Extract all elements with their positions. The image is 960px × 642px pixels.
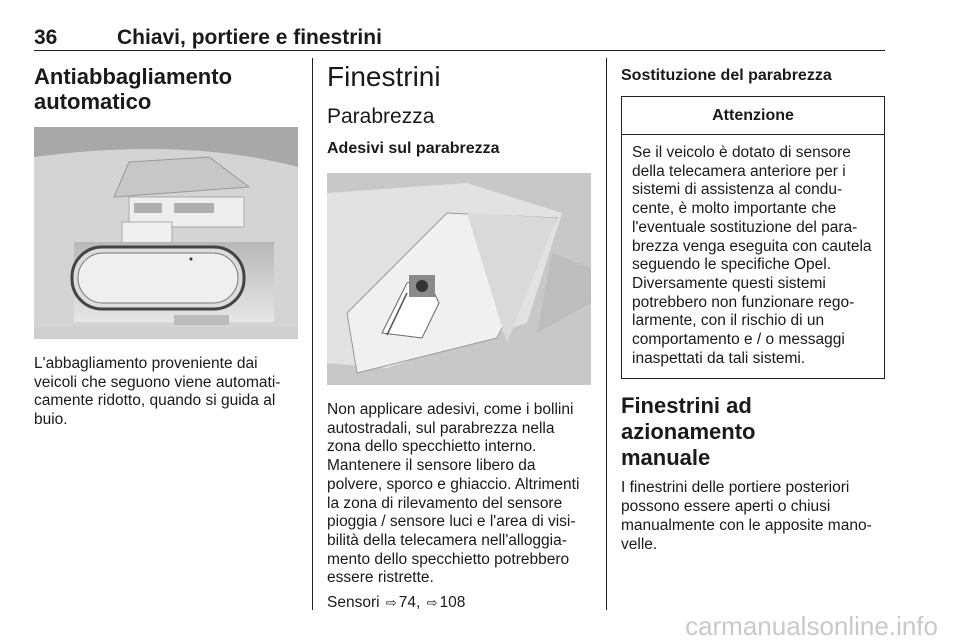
windshield-figure <box>327 173 591 385</box>
mirror-illustration <box>34 127 298 339</box>
arrow-reference-icon[interactable]: ⇨ <box>426 595 438 611</box>
section-title-line1: Antiabbagliamento <box>34 64 233 89</box>
section-title: Sostituzione del parabrezza <box>621 67 832 84</box>
chapter-title: Chiavi, portiere e finestrini <box>117 26 382 49</box>
warning-title: Attenzione <box>622 97 884 135</box>
subsubsection-title: Adesivi sul parabrezza <box>327 140 500 157</box>
mirror-figure <box>34 127 298 339</box>
page-header <box>34 26 885 51</box>
body-text: I finestrini delle portiere posteriori possono essere aperti o chiusi manualmente con le apposite mano-velle. <box>621 479 872 553</box>
windshield-illustration <box>327 173 591 385</box>
column-auto-dimming <box>34 58 298 430</box>
ref-prefix: Sensori <box>327 594 380 612</box>
warning-text: Se il veicolo è dotato di sensore della telecamera anteriore per i sistemi di assistenza al condu-cente, è molto importante che l'eventuale sostituzione del para-brezza venga eseguita con cautela seguendo le specifiche Opel. Diversamente questi sistemi potrebbero non funzionare rego-larmente, con il rischio di un comportamento e / o messaggi inaspettati da tali sistemi. <box>632 144 872 367</box>
ref-page-2[interactable]: 108 <box>439 594 466 612</box>
section-title-line1: Finestrini ad azionamento <box>621 393 756 445</box>
section-title: Finestrini <box>327 61 441 92</box>
body-text: L'abbagliamento proveniente dai veicoli che seguono viene automati-camente ridotto, quando si guida al buio. <box>34 355 281 429</box>
section-title-line2: automatico <box>34 89 152 114</box>
watermark: carmanualsonline.info <box>685 611 938 641</box>
section-title-line2: manuale <box>621 445 711 471</box>
column-windows <box>327 58 591 613</box>
column-divider <box>312 58 313 610</box>
warning-box <box>621 96 885 379</box>
column-windshield-replacement <box>621 58 885 554</box>
page-number: 36 <box>34 26 58 49</box>
ref-page-1[interactable]: 74, <box>398 594 421 612</box>
subsection-title: Parabrezza <box>327 105 435 128</box>
cross-reference <box>327 594 591 613</box>
column-divider <box>606 58 607 610</box>
body-text: Non applicare adesivi, come i bollini autostradali, sul parabrezza nella zona dello specchietto interno. Mantenere il sensore libero da polvere, sporco e ghiaccio. Altrimenti la zona di rilevamento del sensore pioggia / sensore luci e l'area di visi-bilità della telecamera nell'alloggia-mento dello specchietto potrebbero essere ristrette. <box>327 401 580 587</box>
arrow-reference-icon[interactable]: ⇨ <box>385 595 397 611</box>
